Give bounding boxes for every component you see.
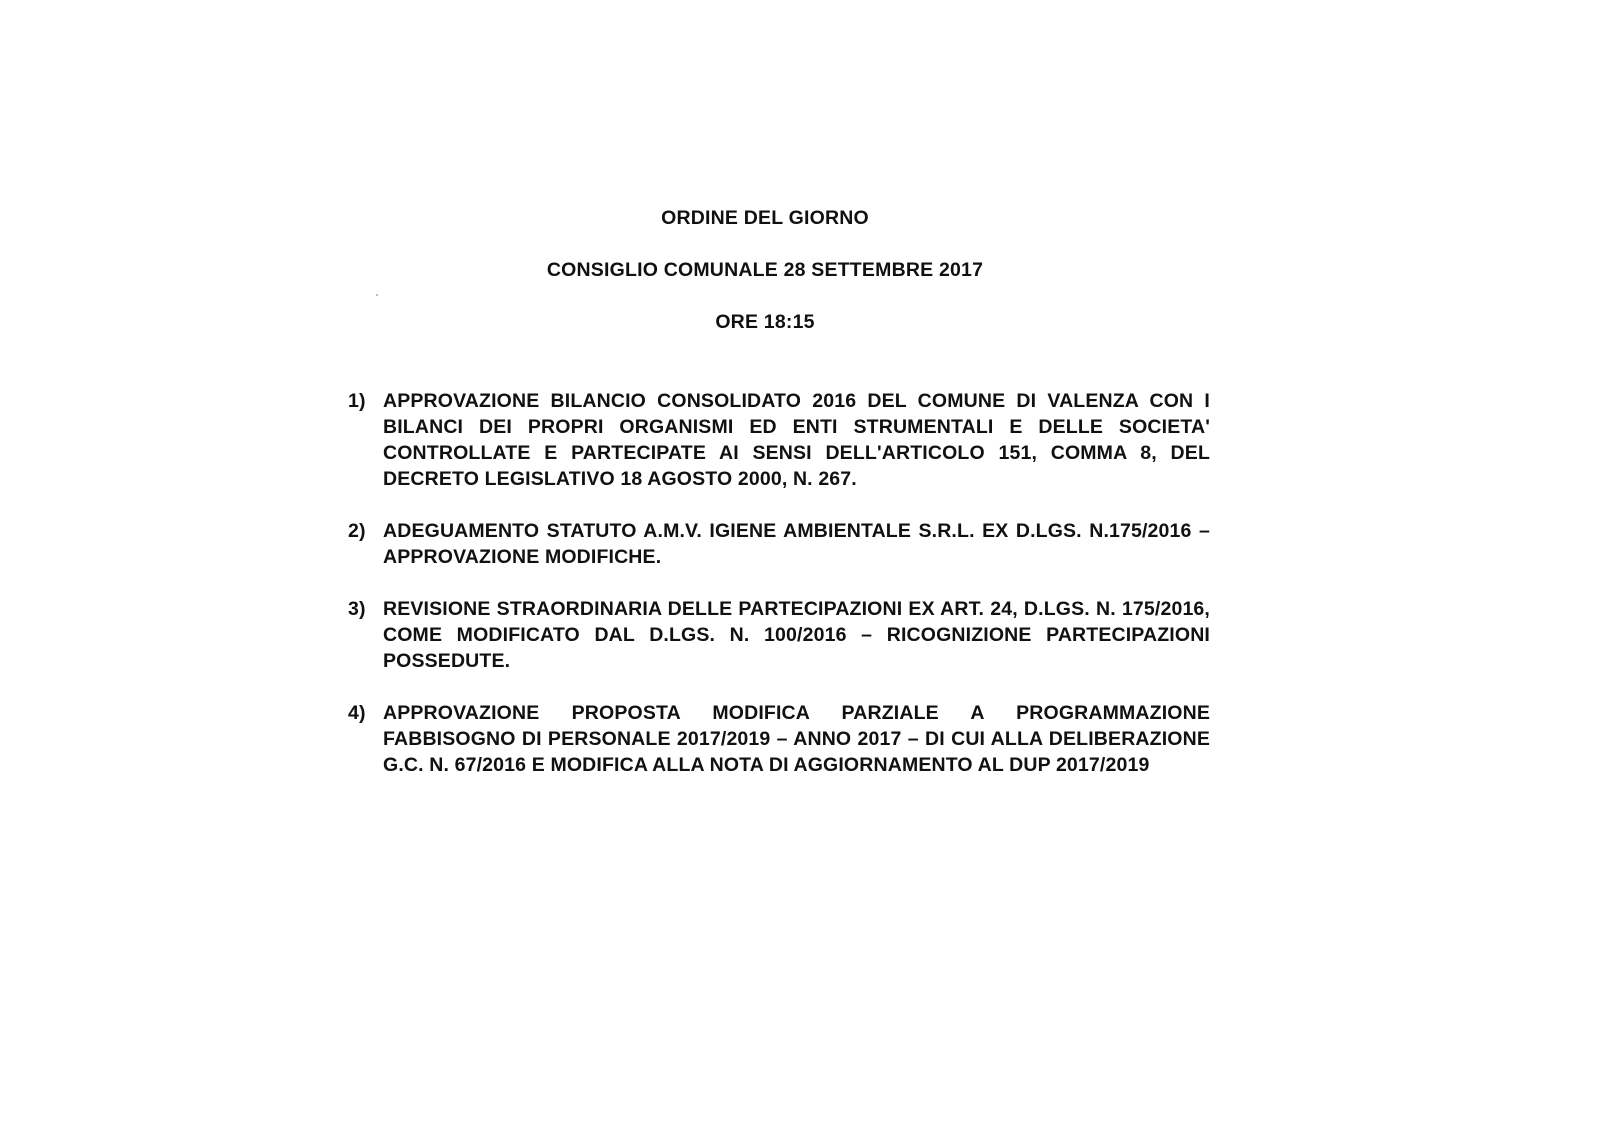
agenda-list xyxy=(348,388,1210,804)
page-title: ORDINE DEL GIORNO xyxy=(661,207,869,229)
agenda-item-number: 1) xyxy=(348,390,366,412)
agenda-item-text: APPROVAZIONE BILANCIO CONSOLIDATO 2016 DEL COMUNE DI VALENZA CON I BILANCI DEI PROPRI ORGANISMI ED ENTI STRUMENTALI E DELLE SOCIETA' CONTROLLATE E PARTECIPATE AI SENSI DELL'ARTICOLO 151, COMMA 8, DEL DECRETO LEGISLATIVO 18 AGOSTO 2000, N. 267. xyxy=(383,390,1210,490)
agenda-item-number: 2) xyxy=(348,520,366,542)
meeting-subtitle: CONSIGLIO COMUNALE 28 SETTEMBRE 2017 xyxy=(546,259,984,281)
agenda-item-1 xyxy=(348,388,1210,492)
scan-speck xyxy=(376,294,378,296)
agenda-item-number: 4) xyxy=(348,702,366,724)
agenda-item-number: 3) xyxy=(348,598,366,620)
agenda-item-2 xyxy=(348,518,1210,570)
agenda-item-text: REVISIONE STRAORDINARIA DELLE PARTECIPAZIONI EX ART. 24, D.LGS. N. 175/2016, COME MODIFICATO DAL D.LGS. N. 100/2016 – RICOGNIZIONE PARTECIPAZIONI POSSEDUTE. xyxy=(383,598,1210,672)
agenda-item-text: ADEGUAMENTO STATUTO A.M.V. IGIENE AMBIENTALE S.R.L. EX D.LGS. N.175/2016 – APPROVAZIONE MODIFICHE. xyxy=(383,520,1210,568)
agenda-item-3 xyxy=(348,596,1210,674)
agenda-item-text: APPROVAZIONE PROPOSTA MODIFICA PARZIALE A PROGRAMMAZIONE FABBISOGNO DI PERSONALE 2017/2019 – ANNO 2017 – DI CUI ALLA DELIBERAZIONE G.C. N. 67/2016 E MODIFICA ALLA NOTA DI AGGIORNAMENTO AL DUP 2017/2019 xyxy=(383,702,1210,776)
agenda-item-4 xyxy=(348,700,1210,778)
meeting-time: ORE 18:15 xyxy=(715,311,815,333)
